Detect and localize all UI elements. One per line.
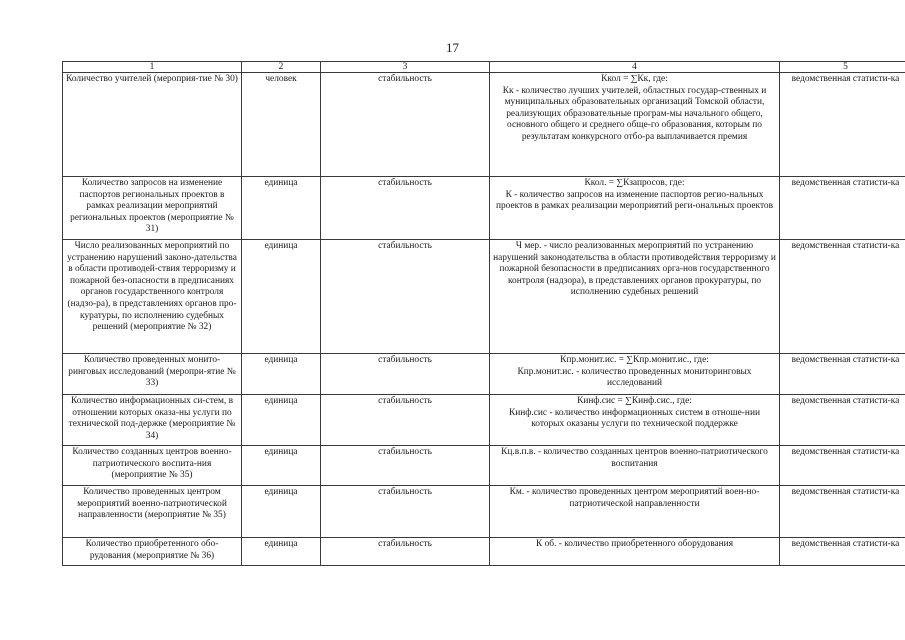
column-header: 4 xyxy=(490,62,780,73)
indicator-name: Число реализованных мероприятий по устранению нарушений законо-дательства в области противодей-ствия терроризму и пожарной без-опасности в предписаниях органов государственного контроля (надзо-ра), в представлениях органов про-куратуры, по исполнению судебных решений (мероприятие № 32) xyxy=(63,240,242,354)
indicators-table xyxy=(62,61,905,566)
table-row xyxy=(63,354,905,395)
source-cell: ведомственная статисти-ка xyxy=(780,486,905,538)
column-header: 3 xyxy=(321,62,490,73)
table-row xyxy=(63,446,905,486)
indicator-name: Количество проведенных центром мероприятий военно-патриотической направленности (мероприятие № 35) xyxy=(63,486,242,538)
table-row xyxy=(63,73,905,177)
formula-text: Ккол. = ∑Кзапросов, где: xyxy=(584,178,685,188)
type-cell: стабильность xyxy=(321,446,490,486)
source-cell: ведомственная статисти-ка xyxy=(780,395,905,446)
type-cell: стабильность xyxy=(321,538,490,566)
unit-cell: единица xyxy=(242,486,321,538)
table-row xyxy=(63,240,905,354)
formula-cell xyxy=(490,177,780,240)
formula-text: Кинф.сис = ∑Кинф.сис., где: xyxy=(577,396,692,406)
formula-description: Кинф.сис - количество информационных систем в отноше-нии которых оказаны услуги по технической поддержке xyxy=(509,407,760,430)
formula-description: Кпр.монит.ис. - количество проведенных мониторинговых исследований xyxy=(517,366,752,389)
formula-cell xyxy=(490,446,780,486)
unit-cell: единица xyxy=(242,240,321,354)
unit-cell: единица xyxy=(242,177,321,240)
unit-cell: единица xyxy=(242,354,321,395)
indicator-name: Количество информационных си-стем, в отношении которых оказа-ны услуги по технической под-держке (мероприятие № 34) xyxy=(63,395,242,446)
source-cell: ведомственная статисти-ка xyxy=(780,177,905,240)
indicator-name: Количество приобретенного обо-рудования (мероприятие № 36) xyxy=(63,538,242,566)
source-cell: ведомственная статисти-ка xyxy=(780,446,905,486)
formula-description: К - количество запросов на изменение паспортов регио-нальных проектов в рамках реализации мероприятий реги-ональных проектов xyxy=(495,189,774,212)
unit-cell: единица xyxy=(242,538,321,566)
indicator-name: Количество проведенных монито-ринговых исследований (меропри-ятие № 33) xyxy=(63,354,242,395)
formula-cell xyxy=(490,486,780,538)
formula-cell xyxy=(490,538,780,566)
type-cell: стабильность xyxy=(321,73,490,177)
source-cell: ведомственная статисти-ка xyxy=(780,538,905,566)
unit-cell: единица xyxy=(242,446,321,486)
table-row xyxy=(63,486,905,538)
source-cell: ведомственная статисти-ка xyxy=(780,240,905,354)
type-cell: стабильность xyxy=(321,486,490,538)
indicator-name: Количество запросов на изменение паспортов региональных проектов в рамках реализации мероприятий региональных проектов (мероприятие № 31) xyxy=(63,177,242,240)
table-header-row xyxy=(63,62,905,73)
indicator-name: Количество учителей (мероприя-тие № 30) xyxy=(63,73,242,177)
source-cell: ведомственная статисти-ка xyxy=(780,73,905,177)
indicator-name: Количество созданных центров военно-патриотического воспита-ния (мероприятие № 35) xyxy=(63,446,242,486)
type-cell: стабильность xyxy=(321,177,490,240)
column-header: 5 xyxy=(780,62,905,73)
type-cell: стабильность xyxy=(321,240,490,354)
formula-cell xyxy=(490,73,780,177)
formula-cell xyxy=(490,395,780,446)
formula-cell xyxy=(490,240,780,354)
formula-cell xyxy=(490,354,780,395)
formula-description: Км. - количество проведенных центром мероприятий воен-но-патриотической направленности xyxy=(509,487,760,509)
formula-text: Кпр.монит.ис. = ∑Кпр.монит.ис., где: xyxy=(560,355,709,365)
table-row xyxy=(63,538,905,566)
unit-cell: человек xyxy=(242,73,321,177)
formula-description: К об. - количество приобретенного оборудования xyxy=(535,539,734,549)
table-row xyxy=(63,177,905,240)
type-cell: стабильность xyxy=(321,354,490,395)
formula-text: Ккол = ∑Кк, где: xyxy=(601,74,668,84)
page-number: 17 xyxy=(446,40,459,55)
source-cell: ведомственная статисти-ка xyxy=(780,354,905,395)
formula-description: Ч мер. - число реализованных мероприятий по устранению нарушений законодательства в области противодействия терроризму и пожарной безопасности в предписаниях орга-нов государственного контроля (надзора), в представлениях органов прокуратуры, по исполнению судебных решений xyxy=(493,241,776,298)
column-header: 1 xyxy=(63,62,242,73)
formula-description: Кц.в.п.в. - количество созданных центров военно-патриотического воспитания xyxy=(501,447,768,469)
table-row xyxy=(63,395,905,446)
unit-cell: единица xyxy=(242,395,321,446)
column-header: 2 xyxy=(242,62,321,73)
type-cell: стабильность xyxy=(321,395,490,446)
formula-description: Кк - количество лучших учителей, областных государ-ственных и муниципальных образовательных организаций Томской области, реализующих образовательные програм-мы начального общего, основного общего и среднего обще-го образования, которым по результатам конкурсного отбо-ра выплачивается премия xyxy=(502,85,767,142)
